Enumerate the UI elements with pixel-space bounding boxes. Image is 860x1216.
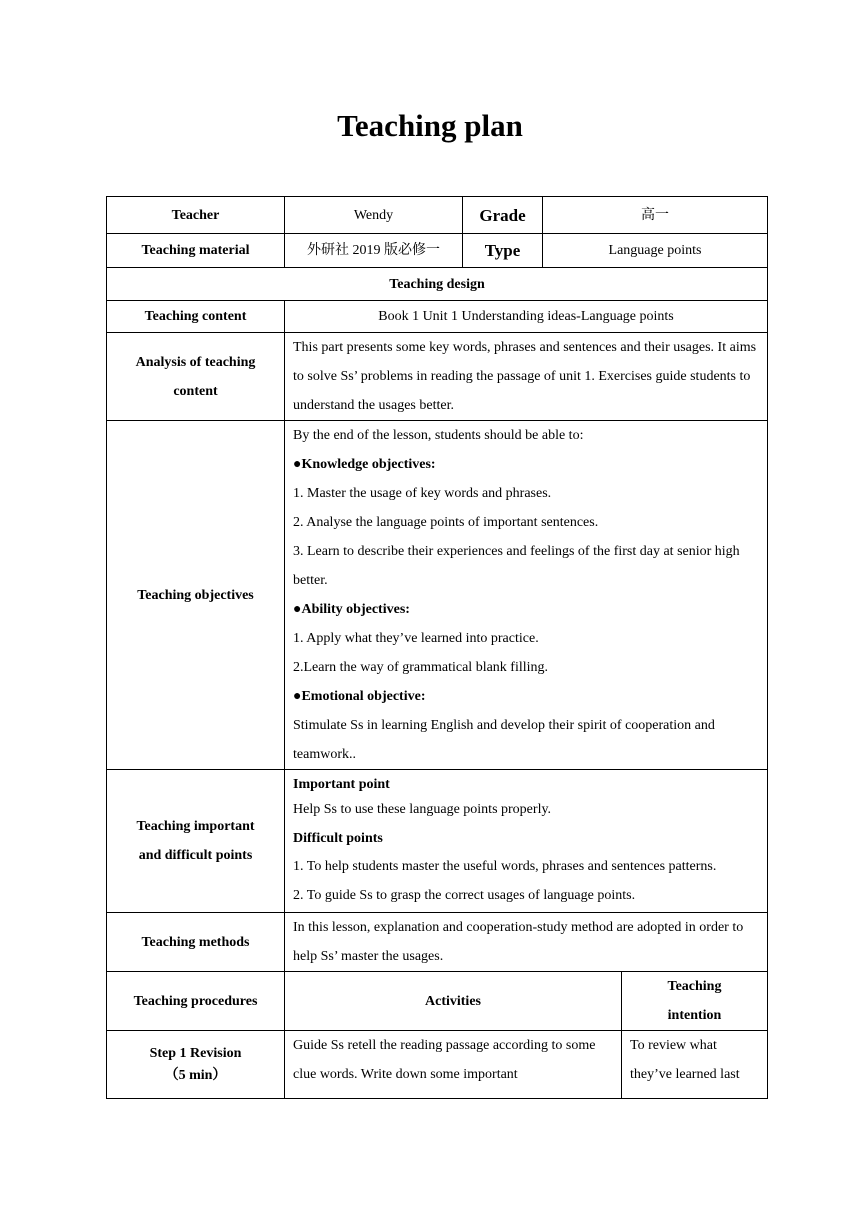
material-row — [107, 234, 768, 268]
teacher-row — [107, 197, 768, 234]
emotional-heading: ●Emotional objective: — [293, 689, 426, 704]
procedures-header-row — [107, 972, 768, 1031]
points-row — [107, 770, 768, 913]
difficult-heading: Difficult points — [293, 831, 383, 846]
analysis-label-line1: Analysis of teaching — [135, 354, 256, 370]
page-title: Teaching plan — [337, 108, 523, 143]
step1-row — [107, 1031, 768, 1099]
ability-item: 2.Learn the way of grammatical blank filling. — [293, 660, 549, 675]
step1-label-line2: （5 min） — [164, 1067, 227, 1083]
methods-row — [107, 913, 768, 972]
methods-label: Teaching methods — [107, 913, 285, 972]
analysis-row — [107, 333, 768, 421]
grade-label: Grade — [463, 197, 543, 234]
important-text: Help Ss to use these language points properly. — [293, 802, 552, 817]
teacher-label: Teacher — [107, 197, 285, 234]
type-label: Type — [463, 234, 543, 268]
design-heading-row — [107, 268, 768, 301]
objectives-intro: By the end of the lesson, students should be able to: — [293, 428, 584, 443]
content-value: Book 1 Unit 1 Understanding ideas-Language points — [285, 301, 768, 333]
ability-heading: ●Ability objectives: — [293, 602, 410, 617]
knowledge-heading: ●Knowledge objectives: — [293, 457, 436, 472]
step1-activity: Guide Ss retell the reading passage according to some clue words. Write down some important — [285, 1031, 622, 1099]
knowledge-item: 1. Master the usage of key words and phrases. — [293, 486, 552, 501]
material-value: 外研社 2019 版必修一 — [285, 234, 463, 268]
analysis-label — [107, 333, 285, 421]
material-label: Teaching material — [107, 234, 285, 268]
procedures-label: Teaching procedures — [107, 972, 285, 1031]
content-label: Teaching content — [107, 301, 285, 333]
points-label-line2: and difficult points — [138, 848, 253, 863]
grade-value: 高一 — [543, 197, 768, 234]
important-heading: Important point — [293, 777, 390, 792]
intention-label — [622, 972, 768, 1031]
objectives-cell — [285, 421, 768, 770]
analysis-label-line2: content — [173, 383, 218, 399]
teaching-plan-table — [106, 196, 768, 1099]
content-row — [107, 301, 768, 333]
difficult-item: 1. To help students master the useful words, phrases and sentences patterns. — [293, 859, 717, 874]
points-label — [107, 770, 285, 913]
emotional-text: Stimulate Ss in learning English and develop their spirit of cooperation and teamwork.. — [293, 718, 715, 762]
type-value: Language points — [543, 234, 768, 268]
activities-label: Activities — [285, 972, 622, 1031]
design-heading: Teaching design — [107, 268, 768, 301]
step1-label-line1: Step 1 Revision — [149, 1045, 242, 1061]
objectives-label: Teaching objectives — [107, 421, 285, 770]
knowledge-item: 2. Analyse the language points of important sentences. — [293, 515, 599, 530]
methods-text: In this lesson, explanation and cooperation-study method are adopted in order to help Ss’ master the usages. — [285, 913, 768, 972]
intention-label-line2: intention — [667, 1008, 722, 1023]
objectives-row — [107, 421, 768, 770]
difficult-item: 2. To guide Ss to grasp the correct usages of language points. — [293, 888, 636, 903]
teacher-value: Wendy — [285, 197, 463, 234]
knowledge-item: 3. Learn to describe their experiences and feelings of the first day at senior high better. — [293, 544, 740, 588]
points-label-line1: Teaching important — [136, 819, 255, 834]
intention-label-line1: Teaching — [667, 979, 722, 994]
step1-intention: To review what they’ve learned last — [622, 1031, 768, 1099]
points-cell — [285, 770, 768, 913]
analysis-text: This part presents some key words, phrases and sentences and their usages. It aims to solve Ss’ problems in reading the passage of unit 1. Exercises guide students to understand the usages better. — [285, 333, 768, 421]
ability-item: 1. Apply what they’ve learned into practice. — [293, 631, 539, 646]
step1-label — [107, 1031, 285, 1099]
